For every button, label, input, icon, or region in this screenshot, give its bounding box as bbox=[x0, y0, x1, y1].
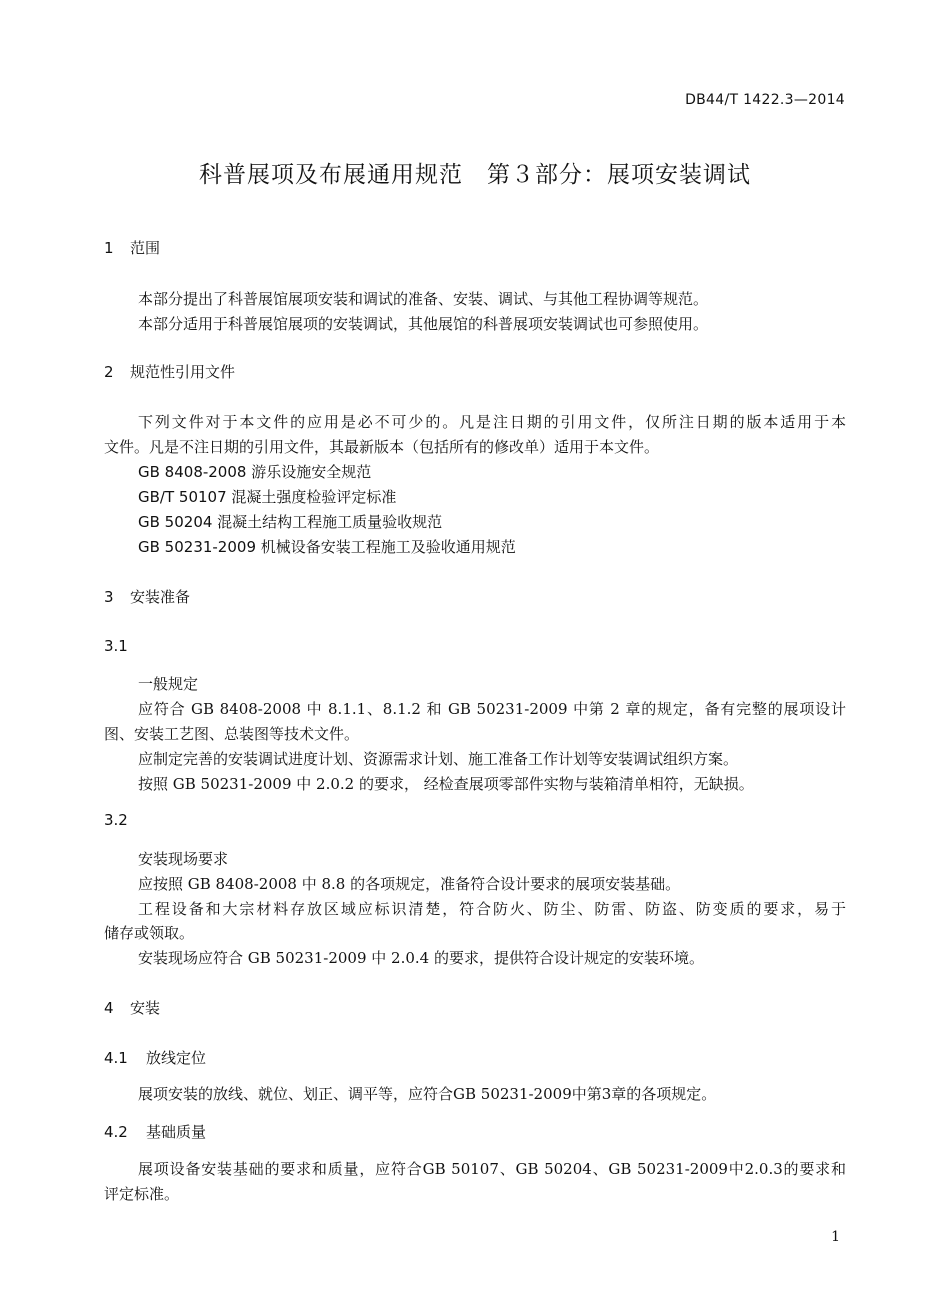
section-number: 4 bbox=[104, 999, 114, 1017]
paragraph-line: 储存或领取。 bbox=[104, 924, 195, 942]
subsection-title: 一般规定 bbox=[138, 675, 199, 693]
section-2-heading bbox=[104, 361, 235, 382]
paragraph: 展项安装的放线、就位、划正、调平等，应符合GB 50231-2009中第3章的各项规定。 bbox=[138, 1085, 717, 1103]
section-title: 安装 bbox=[130, 999, 161, 1017]
reference-item: GB 8408-2008 游乐设施安全规范 bbox=[138, 463, 372, 481]
section-title: 范围 bbox=[130, 239, 161, 257]
subsection-title: 放线定位 bbox=[146, 1049, 207, 1067]
reference-item: GB 50231-2009 机械设备安装工程施工及验收通用规范 bbox=[138, 538, 516, 556]
section-number: 3 bbox=[104, 588, 114, 606]
paragraph: 本部分提出了科普展馆展项安装和调试的准备、安装、调试、与其他工程协调等规范。 bbox=[138, 290, 709, 308]
section-title: 规范性引用文件 bbox=[130, 363, 236, 381]
subsection-4-1-heading bbox=[104, 1047, 206, 1068]
paragraph: 本部分适用于科普展馆展项的安装调试，其他展馆的科普展项安装调试也可参照使用。 bbox=[138, 315, 709, 333]
paragraph-line: 安装现场应符合 GB 50231-2009 中 2.0.4 的要求，提供符合设计规定的安装环境。 bbox=[138, 949, 704, 967]
section-title: 安装准备 bbox=[130, 588, 191, 606]
section-number: 1 bbox=[104, 239, 114, 257]
paragraph-line: 下列文件对于本文件的应用是必不可少的。凡是注日期的引用文件，仅所注日期的版本适用于本 bbox=[138, 413, 846, 431]
paragraph-line: 应制定完善的安装调试进度计划、资源需求计划、施工准备工作计划等安装调试组织方案。 bbox=[138, 750, 739, 768]
paragraph-line: 评定标准。 bbox=[104, 1185, 180, 1203]
paragraph-line: 应符合 GB 8408-2008 中 8.1.1、8.1.2 和 GB 50231-2009 中第 2 章的规定，备有完整的展项设计 bbox=[138, 700, 846, 718]
subsection-title: 安装现场要求 bbox=[138, 850, 229, 868]
paragraph-line: 工程设备和大宗材料存放区域应标识清楚，符合防火、防尘、防雷、防盗、防变质的要求，易于 bbox=[138, 900, 846, 918]
section-number: 2 bbox=[104, 363, 114, 381]
page-number: 1 bbox=[831, 1229, 840, 1245]
subsection-number: 4.1 bbox=[104, 1049, 128, 1067]
subsection-number: 3.1 bbox=[104, 637, 128, 655]
reference-item: GB 50204 混凝土结构工程施工质量验收规范 bbox=[138, 513, 443, 531]
paragraph-line: 应按照 GB 8408-2008 中 8.8 的各项规定，准备符合设计要求的展项安装基础。 bbox=[138, 875, 681, 893]
paragraph-line: 图、安装工艺图、总装图等技术文件。 bbox=[104, 725, 360, 743]
paragraph-line: 按照 GB 50231-2009 中 2.0.2 的要求， 经检查展项零部件实物与装箱清单相符，无缺损。 bbox=[138, 775, 754, 793]
paragraph-line: 文件。凡是不注日期的引用文件，其最新版本（包括所有的修改单）适用于本文件。 bbox=[104, 438, 660, 456]
paragraph-line: 展项设备安装基础的要求和质量，应符合GB 50107、GB 50204、GB 50231-2009中2.0.3的要求和 bbox=[138, 1160, 846, 1178]
section-4-heading bbox=[104, 997, 160, 1018]
section-3-heading bbox=[104, 586, 190, 607]
subsection-title: 基础质量 bbox=[146, 1123, 207, 1141]
subsection-number: 3.2 bbox=[104, 811, 128, 829]
standard-id: DB44/T 1422.3—2014 bbox=[685, 92, 845, 108]
reference-item: GB/T 50107 混凝土强度检验评定标准 bbox=[138, 488, 397, 506]
document-title: 科普展项及布展通用规范 第３部分：展项安装调试 bbox=[199, 162, 751, 188]
subsection-4-2-heading bbox=[104, 1121, 206, 1142]
section-1-heading bbox=[104, 237, 160, 258]
subsection-number: 4.2 bbox=[104, 1123, 128, 1141]
